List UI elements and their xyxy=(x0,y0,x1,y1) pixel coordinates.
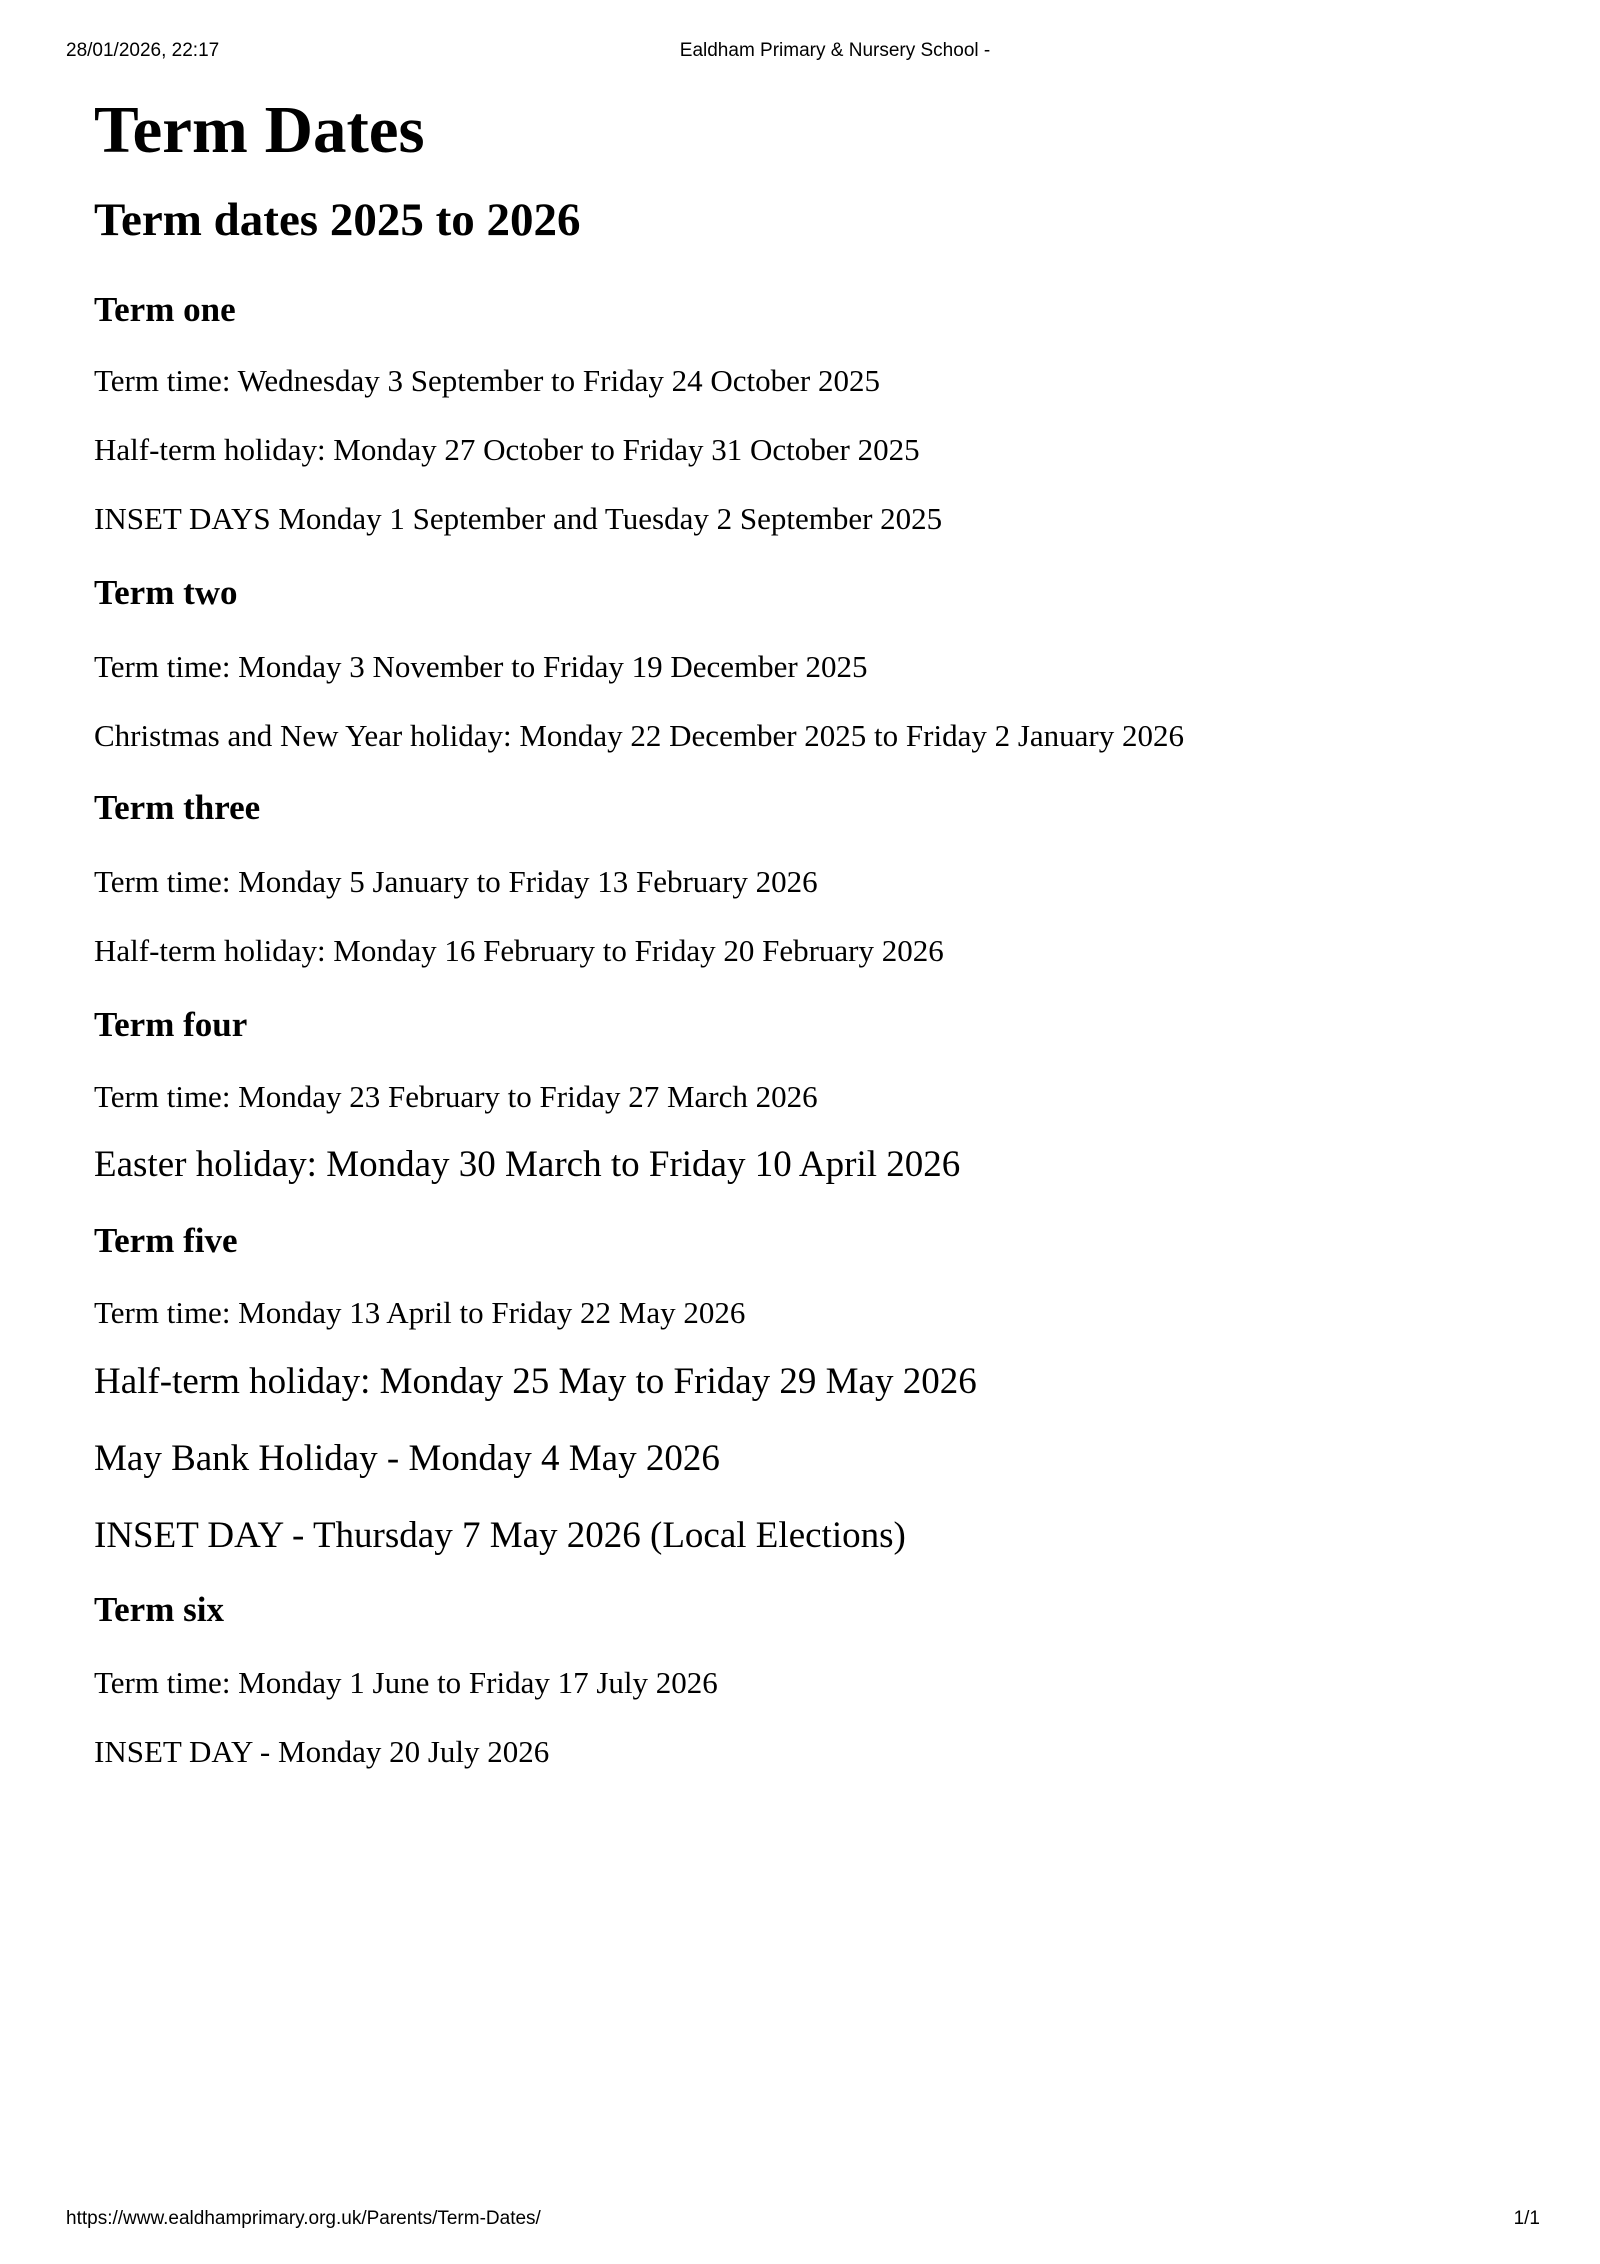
print-timestamp: 28/01/2026, 22:17 xyxy=(66,40,220,61)
term-heading: Term one xyxy=(94,290,236,329)
term-line: Christmas and New Year holiday: Monday 22 December 2025 to Friday 2 January 2026 xyxy=(94,718,1184,753)
term-line: Easter holiday: Monday 30 March to Friday 10 April 2026 xyxy=(94,1144,961,1185)
term-line: Term time: Monday 1 June to Friday 17 July 2026 xyxy=(94,1665,718,1700)
term-four-section xyxy=(94,1003,1514,1188)
term-line: Term time: Monday 5 January to Friday 13 February 2026 xyxy=(94,864,818,899)
term-line: Half-term holiday: Monday 27 October to Friday 31 October 2025 xyxy=(94,432,920,467)
term-line: Term time: Monday 3 November to Friday 19 December 2025 xyxy=(94,649,868,684)
term-one-section xyxy=(94,288,1514,538)
term-line: Term time: Wednesday 3 September to Friday 24 October 2025 xyxy=(94,363,880,398)
page-content xyxy=(94,88,1514,1771)
term-line: Half-term holiday: Monday 16 February to Friday 20 February 2026 xyxy=(94,933,944,968)
print-page-title: Ealdham Primary & Nursery School - xyxy=(679,40,991,61)
print-page-count: 1/1 xyxy=(1513,2208,1540,2229)
term-six-section xyxy=(94,1588,1514,1771)
term-heading: Term four xyxy=(94,1005,248,1044)
term-line: Term time: Monday 13 April to Friday 22 May 2026 xyxy=(94,1295,746,1330)
term-line: INSET DAYS Monday 1 September and Tuesday 2 September 2025 xyxy=(94,501,943,536)
term-line: Half-term holiday: Monday 25 May to Friday 29 May 2026 xyxy=(94,1361,977,1402)
term-heading: Term six xyxy=(94,1590,224,1629)
page-subtitle: Term dates 2025 to 2026 xyxy=(94,194,581,246)
term-three-section xyxy=(94,786,1514,970)
print-header xyxy=(0,40,1600,68)
term-line: INSET DAY - Thursday 7 May 2026 (Local Elections) xyxy=(94,1515,906,1556)
term-heading: Term five xyxy=(94,1221,238,1260)
term-five-section xyxy=(94,1219,1514,1559)
term-line: INSET DAY - Monday 20 July 2026 xyxy=(94,1734,550,1769)
print-url: https://www.ealdhamprimary.org.uk/Parents/Term-Dates/ xyxy=(66,2208,541,2229)
term-line: Term time: Monday 23 February to Friday 27 March 2026 xyxy=(94,1079,818,1114)
term-two-section xyxy=(94,571,1514,755)
term-heading: Term three xyxy=(94,788,261,827)
term-heading: Term two xyxy=(94,573,238,612)
page-title: Term Dates xyxy=(94,93,425,167)
term-line: May Bank Holiday - Monday 4 May 2026 xyxy=(94,1438,720,1479)
print-footer xyxy=(0,2208,1600,2236)
